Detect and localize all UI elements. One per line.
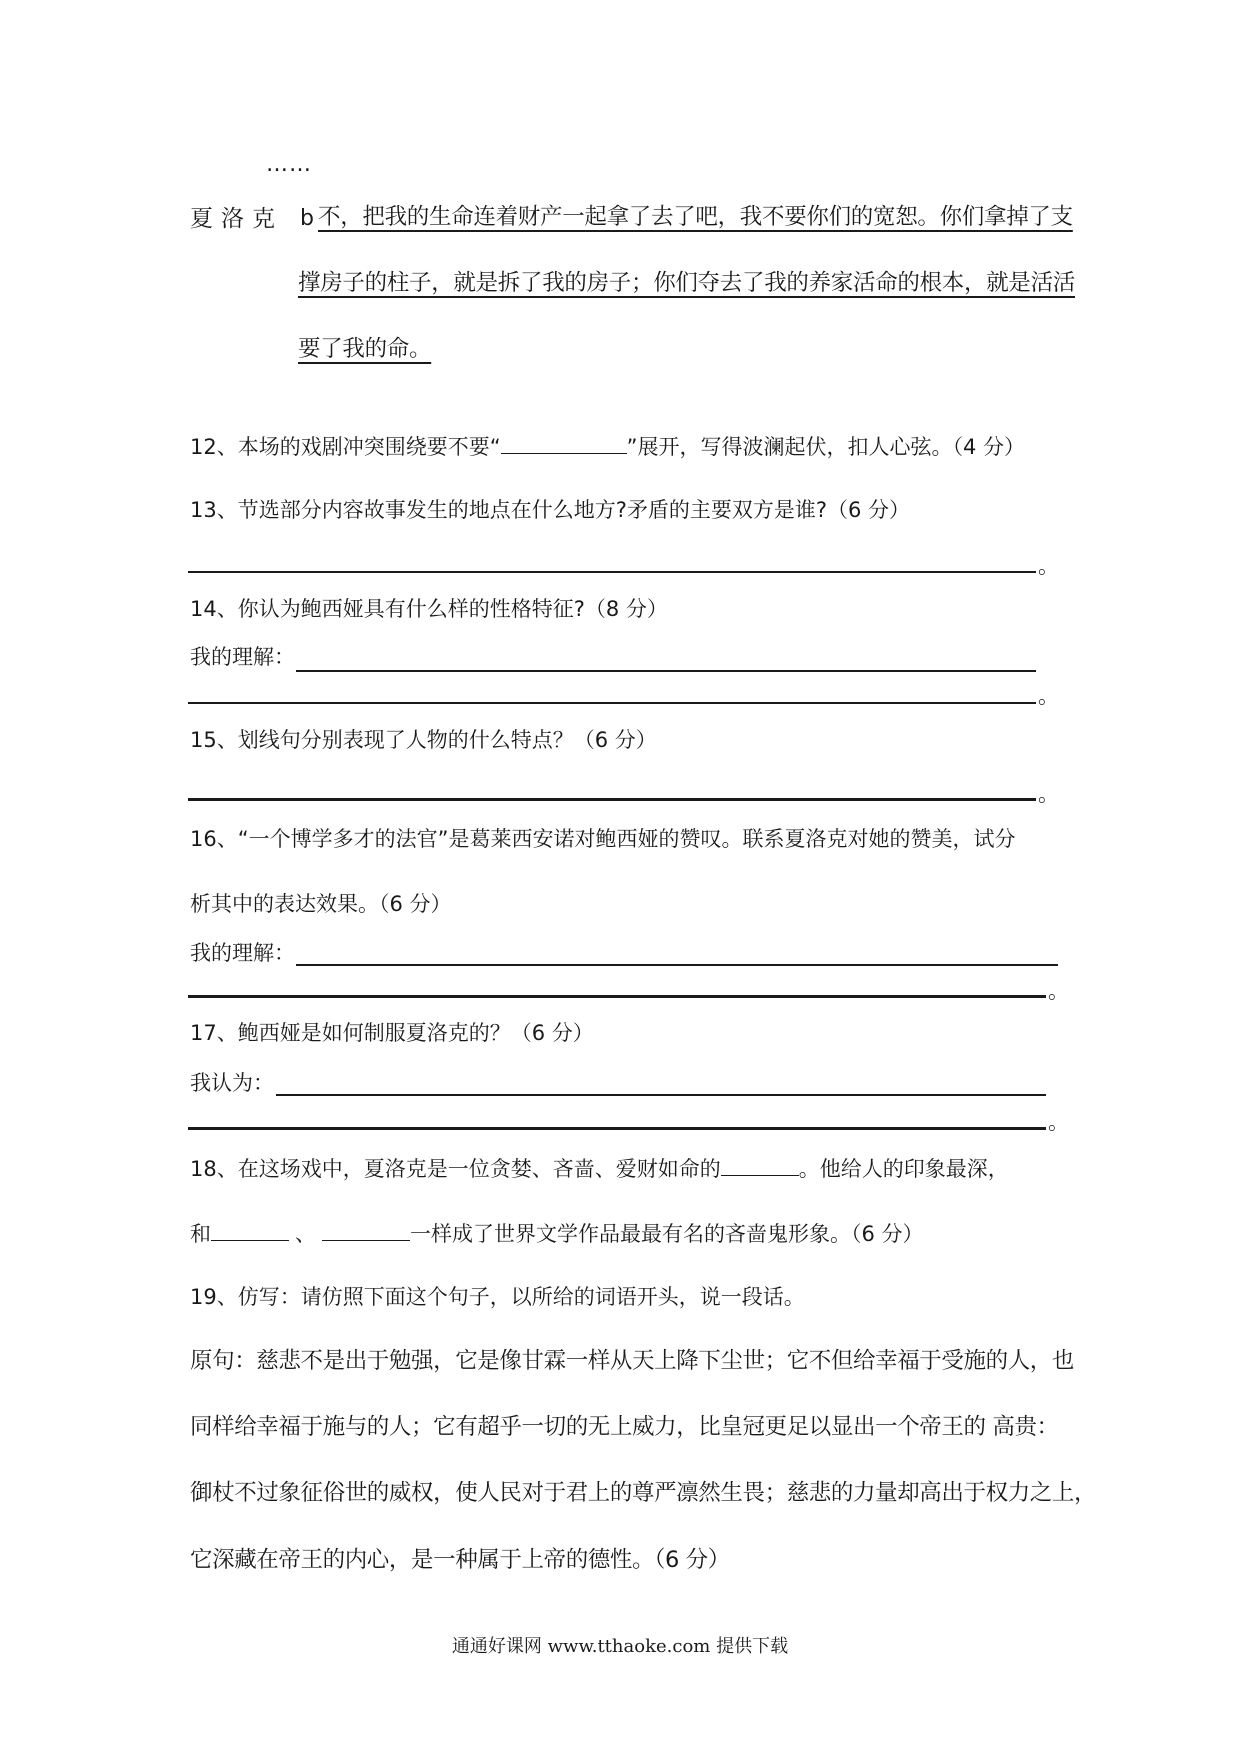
question-15: 15、划线句分别表现了人物的什么特点？（6 分）	[190, 728, 657, 752]
question-18-text-before: 18、在这场戏中，夏洛克是一位贪婪、吝啬、爱财如命的	[190, 1157, 721, 1181]
answer-line[interactable]	[188, 702, 1036, 704]
answer-line[interactable]	[276, 1094, 1046, 1096]
period-mark: 。	[1038, 684, 1059, 708]
question-18-line-2	[190, 1218, 924, 1249]
speaker-name: 夏洛克	[190, 206, 283, 232]
speech-tag: b	[300, 206, 314, 231]
question-12	[190, 431, 1025, 462]
original-sentence-line: 同样给幸福于施与的人；它有超乎一切的无上威力，比皇冠更足以显出一个帝王的 高贵：	[190, 1414, 1059, 1440]
question-18-text-after: 。他给人的印象最深，	[798, 1157, 1009, 1181]
period-mark: 。	[1038, 554, 1059, 578]
question-18-blank[interactable]	[322, 1218, 410, 1241]
answer-line[interactable]	[188, 1127, 1046, 1130]
period-mark: 。	[1048, 979, 1069, 1003]
question-16-line-2: 析其中的表达效果。（6 分）	[190, 892, 452, 916]
question-16-line-1: 16、“一个博学多才的法官”是葛莱西安诺对鲍西娅的赞叹。联系夏洛克对她的赞美，试分	[190, 827, 1016, 851]
underlined-speech-line: 要了我的命。	[298, 336, 432, 362]
question-13: 13、节选部分内容故事发生的地点在什么地方?矛盾的主要双方是谁?（6 分）	[190, 498, 911, 522]
question-18-text-start: 和	[190, 1222, 211, 1246]
period-mark: 。	[1048, 1110, 1069, 1134]
answer-line[interactable]	[188, 995, 1046, 998]
question-12-blank[interactable]	[501, 431, 627, 454]
question-18-separator: 、	[295, 1222, 316, 1246]
answer-prompt: 我的理解：	[190, 941, 295, 965]
question-18-line-1	[190, 1153, 1009, 1184]
period-mark: 。	[1038, 782, 1059, 806]
question-12-text-before: 12、本场的戏剧冲突围绕要不要“	[190, 435, 501, 459]
page-footer: 通通好课网 www.tthaoke.com 提供下载	[451, 1636, 789, 1657]
answer-line[interactable]	[188, 571, 1036, 573]
answer-line[interactable]	[188, 798, 1036, 801]
question-12-text-after: ”展开，写得波澜起伏，扣人心弦。（4 分）	[626, 435, 1026, 459]
answer-line[interactable]	[296, 670, 1036, 672]
question-17: 17、鲍西娅是如何制服夏洛克的？（6 分）	[190, 1021, 594, 1045]
question-18-blank[interactable]	[721, 1153, 799, 1176]
answer-prompt: 我认为：	[190, 1071, 274, 1095]
question-18-text-end: 一样成了世界文学作品最最有名的吝啬鬼形象。（6 分）	[410, 1222, 924, 1246]
original-sentence-line: 它深藏在帝王的内心，是一种属于上帝的德性。（6 分）	[190, 1547, 730, 1573]
original-sentence-line: 原句：慈悲不是出于勉强，它是像甘霖一样从天上降下尘世；它不但给幸福于受施的人，也	[190, 1348, 1075, 1374]
answer-prompt: 我的理解：	[190, 645, 295, 669]
answer-line[interactable]	[296, 964, 1058, 966]
question-18-blank[interactable]	[211, 1218, 289, 1241]
question-14: 14、你认为鲍西娅具有什么样的性格特征?（8 分）	[190, 597, 668, 621]
underlined-speech-line: 撑房子的柱子，就是拆了我的房子；你们夺去了我的养家活命的根本，就是活活	[298, 270, 1076, 296]
original-sentence-line: 御杖不过象征俗世的威权，使人民对于君上的尊严凛然生畏；慈悲的力量却高出于权力之上，	[190, 1480, 1097, 1506]
underlined-speech-line: 不，把我的生命连着财产一起拿了去了吧，我不要你们的宽恕。你们拿掉了支	[318, 204, 1073, 230]
ellipsis: ……	[266, 152, 312, 177]
question-19: 19、仿写：请仿照下面这个句子，以所给的词语开头，说一段话。	[190, 1285, 805, 1309]
